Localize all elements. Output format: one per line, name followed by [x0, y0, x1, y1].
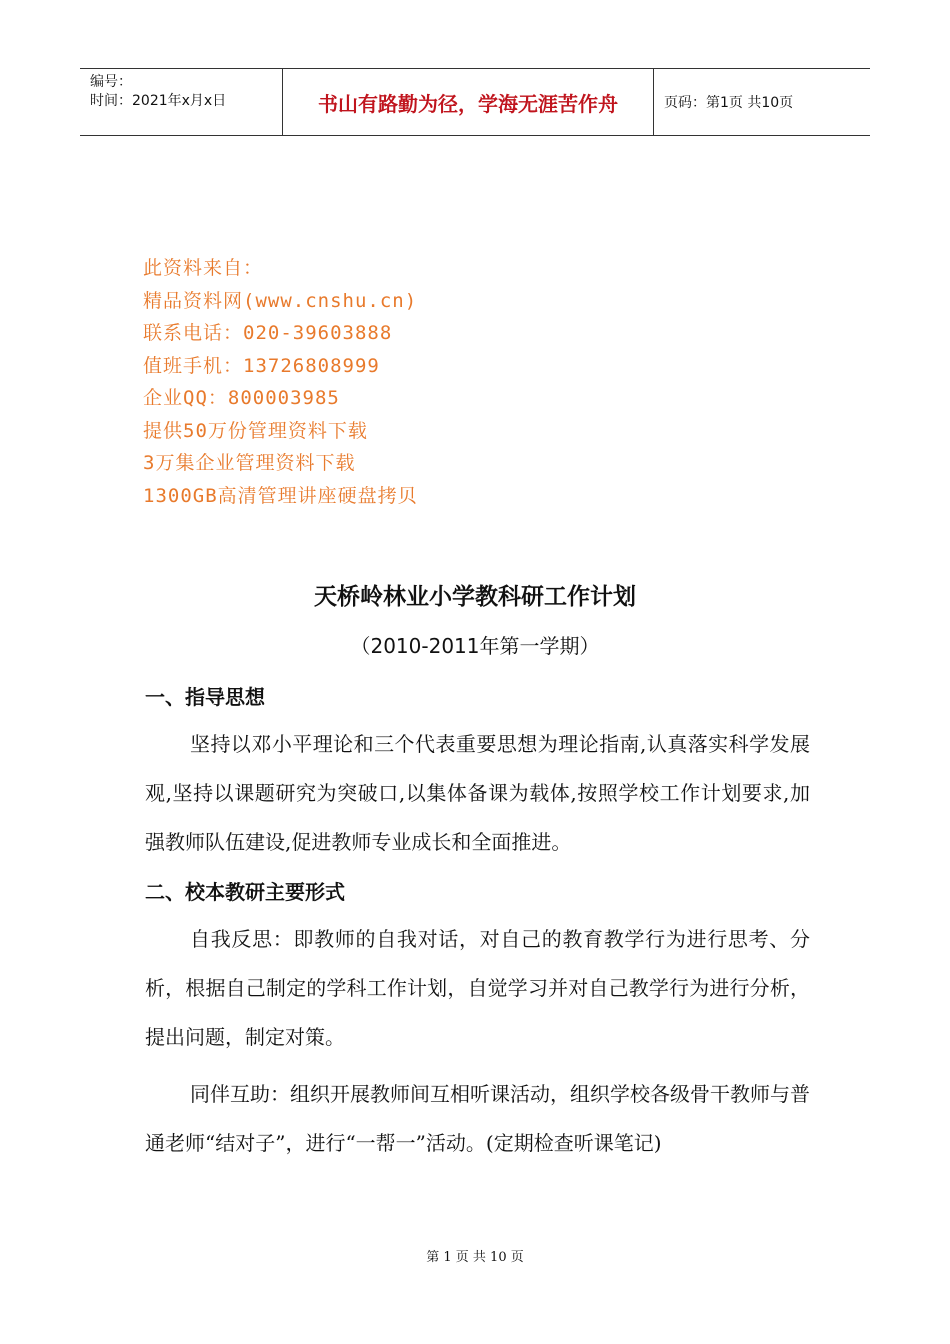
section-heading: 一、指导思想 — [145, 685, 265, 709]
source-line: 3万集企业管理资料下载 — [143, 452, 356, 474]
header-page-info: 页码：第1页 共10页 — [664, 95, 794, 111]
source-line: 联系电话：020-39603888 — [143, 322, 393, 344]
source-line: 提供50万份管理资料下载 — [143, 419, 368, 442]
source-line: 精品资料网(www.cnshu.cn) — [143, 289, 418, 312]
document-time-label: 时间：2021年x月x日 — [90, 93, 227, 109]
source-line: 此资料来自： — [143, 257, 264, 279]
document-subtitle: （2010-2011年第一学期） — [350, 634, 600, 658]
paragraph: 同伴互助：组织开展教师间互相听课活动，组织学校各级骨干教师与普通老师“结对子”，进行“一帮一”活动。(定期检查听课笔记) — [145, 1082, 810, 1155]
source-line: 1300GB高清管理讲座硬盘拷贝 — [143, 484, 418, 507]
document-number-label: 编号： — [90, 74, 132, 90]
source-line: 值班手机：13726808999 — [143, 354, 380, 377]
document-body — [145, 680, 810, 1176]
header-table — [80, 68, 870, 136]
header-motto: 书山有路勤为径，学海无涯苦作舟 — [282, 69, 654, 135]
header-left-cell — [80, 69, 282, 135]
document-title: 天桥岭林业小学教科研工作计划 — [314, 584, 636, 610]
paragraph: 自我反思：即教师的自我对话，对自己的教育教学行为进行思考、分析，根据自己制定的学科工作计划，自觉学习并对自己教学行为进行分析，提出问题，制定对策。 — [145, 927, 810, 1049]
paragraph: 坚持以邓小平理论和三个代表重要思想为理论指南,认真落实科学发展观,坚持以课题研究为突破口,以集体备课为载体,按照学校工作计划要求,加强教师队伍建设,促进教师专业成长和全面推进。 — [145, 732, 810, 854]
source-info-block — [143, 252, 418, 512]
source-line: 企业QQ：800003985 — [143, 387, 340, 409]
section-heading: 二、校本教研主要形式 — [145, 880, 345, 904]
page-footer: 第 1 页 共 10 页 — [426, 1250, 524, 1265]
